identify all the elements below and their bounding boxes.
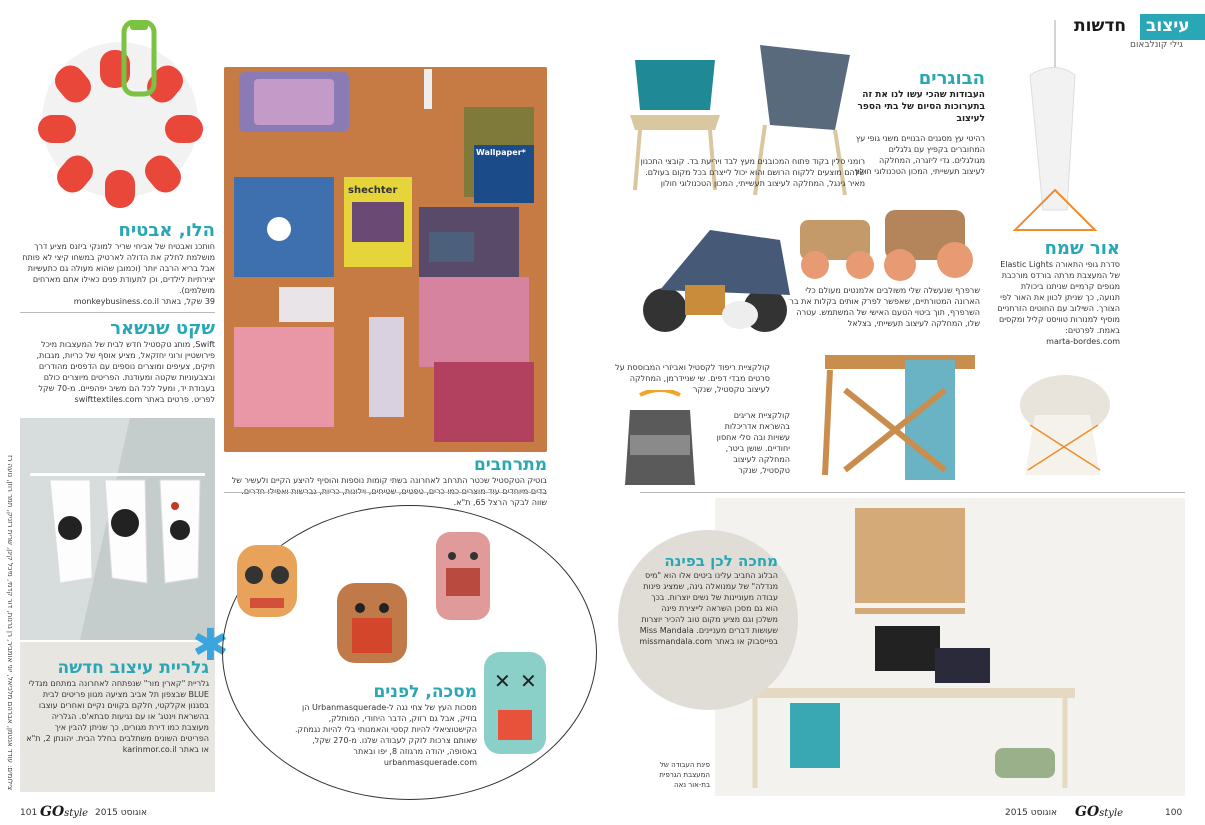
mask-striped	[332, 578, 412, 666]
mask-owl	[232, 540, 302, 620]
toys-caption: שרפרף שנעשלה שלי משולבים אלמנטים מעולם כלי הארונה המטורתיים, שאפשר לפרק אותים בקלות את בר השרפרף, תוך ביטוי הטעם האישי של המשתמש. עטרה שלו, המחלקה לעיצוב תעשייתי, בצלאל	[789, 286, 980, 328]
swift-section	[20, 318, 215, 405]
masks-text: מסכות העץ של צחי נגה ל-Urbanmasquerade הן בוזיק, אבל גם רזוק, הדבר היחודי, המותלק, הקישטוציאלי להיות קסטי והאמנותי בלי להיות נגמחק. שאותם צרכות לזקק לעבודה שלנו. מ-270 שקל, באסופה, יהודה מרגוזה 8, יפו ובאתר urbanmasquerade.com	[294, 703, 477, 767]
wooden-toys-photo	[790, 200, 980, 290]
masks-section	[287, 682, 477, 768]
stool-caption: קולקציית ריפוד לקסטיל ואביזרי המבוססת על סרטים מבדי דפים. שי שניידרמן, המחלקה לעיצוב טקסטיל, שנקר	[615, 363, 770, 394]
light-site: marta-bordes.com	[1046, 337, 1120, 346]
scooter-photo	[630, 200, 800, 345]
mitrachvim-section	[224, 455, 547, 508]
author-byline: גילי קונלבאום	[1130, 40, 1183, 50]
right-logo: GOstyle	[1075, 804, 1124, 820]
left-date: אוגוסט 2015	[95, 808, 148, 818]
watermelon-popsicles-photo	[20, 20, 215, 215]
mask-tall	[432, 528, 494, 623]
bags-caption: קולקציית אריגים בהשראת אדריכלות עשויות ובה סלי אחסון יחודיים. שושן ביטר, המחלקה לעיצוב טקסטיל, שנקר	[716, 411, 790, 475]
gallery-title: גלריית עיצוב חדשה	[57, 658, 209, 678]
watermelon-price: 39 שקל, באתר monkeybusiness.co.il	[73, 297, 215, 306]
swift-text: Swift, מותג טקסטיל חדש לבית של המעצבות מיכל פירושטיין ורוני יחזקאל, מציע אוסף של כריות, מגבות, תיקים, צעיפים ומוצרים נוספים עם הדפסים מהודרים ובצבעוניות שקטה ומעודנת. הפריטים מיוצרים כולם בעבודת יד, ומעל לכל הם משיב יפהפיים. מ-70 שקל לפריט. פרטים באתר swifttextiles.com	[36, 340, 215, 404]
divider	[20, 312, 215, 313]
desk-section	[638, 552, 778, 647]
svg-text:✕: ✕	[494, 669, 511, 693]
subsection-label: חדשות	[1074, 16, 1127, 36]
watermelon-title: הלו, אבטיח	[118, 220, 215, 241]
shechter-book-label: shechter	[348, 185, 398, 196]
mitrachvim-title: מתרחבים	[473, 455, 547, 475]
mask-x-eyes	[480, 648, 550, 758]
mitrachvim-text: בוטיק הטקסטיל שכטר התרחב לאחרונה בשתי קומות נוספות והוסיף להיצע הקיים ולעשיר של שווה לבקר הרצל 65, ת"א.	[231, 476, 547, 507]
pickups-subtitle: העבודות שהכי עשו לנו את זה בתערוכות הסיום של בתי הספר לעיצוב	[857, 90, 985, 124]
gallery-text: גלריית "קארין מור" שנפתחה לאחרונה במתחם מגדלי BLUE שבצפון תל אביב מציעה מגוון פריטים לבית בסגנון אקלקטי, חלקם בקווים נקיים ואחרים עוצבו בהשראת וינטג' או עם נגיעות סבתא'ס. הגלריה מעוצבת כמו דירת מגורים, כך שניתן להבין איך הפריטים השונים משתלבים בחלל הבית. יהונתן 2, ת"א או באתר karinmor.co.il	[26, 679, 209, 754]
divider	[640, 492, 1185, 493]
right-page-number: 100	[1165, 808, 1183, 818]
left-page-number: 101	[20, 808, 38, 818]
light-section	[995, 238, 1120, 348]
pickups-title: הבוגרים	[918, 68, 985, 89]
right-date: אוגוסט 2015	[1005, 808, 1058, 818]
asterisk-icon: ✱	[192, 620, 229, 671]
chairs-caption: רהיטי עץ מסגנים הבנויים משני גופי עץ המחוברים בקפיץ עם גלגלים מגולגלים. גדי ליזגרה, המחלקה לעיצוב תעשייתי, המכון הטכנולוגי חולון	[855, 134, 985, 176]
light-title: אור שמח	[1044, 238, 1120, 259]
svg-text:✕: ✕	[520, 669, 537, 693]
desk-text: הבלוג החביב עלינו ביטים אלו הוא "מיס מנדלה" של עמנואלה גינה, שמציג פינות עבודה מעוניינות של נשים יוצרות. בכך הוא גם מסכן השראה לייצירת פינה משלכן וגם מציע מקום טוב להכיר יוצרות שעושות דברים מעניינים. Miss Mandala בפייסבוק או באתר missmandala.com	[639, 571, 778, 646]
wallpaper-mag-label: Wallpaper*	[476, 148, 526, 157]
workspace-caption: פינת העבודה של המעצבת הגרפית בת-אור נאה	[659, 761, 710, 789]
left-logo: GOstyle	[40, 804, 89, 820]
shechter-textiles-photo	[224, 67, 547, 452]
watermelon-section	[20, 220, 215, 308]
table-lamp-photo	[1010, 350, 1120, 480]
masks-title: מסכה, לפנים	[373, 682, 477, 702]
section-label: עיצוב	[1146, 16, 1190, 36]
scooter-caption: רומני סלין בקוד פתוח המכובנים מעץ לבד ויריעת בד. קובצי התכנון שלהם מוצעים ללקוח הרושם והוא יכול לייצרם בכל מקום בעולם. מאיר גינגל, המחלקה לעיצוב תעשייתי, המכון הטכנולוגי חולון	[640, 157, 865, 188]
pickups-section	[855, 68, 985, 177]
watermelon-text: חותכנ ואבטיח של אביחי שריר למונקי ביזנס מציע דרך מושלמת לחלק את הדולה לארטיק במשחו קיצי לא פותח אבל בריא הרבה יותר (וכמובן שהוא מעולה גם כתעשיות יצירתיות לילדים, וכן לתעודת פנים כאילו אתם מארחים מושלמים).	[22, 242, 215, 295]
swift-title: שקט שנשאר	[110, 318, 215, 339]
woven-stool-photo	[815, 340, 975, 485]
desk-title: מחכה לכן בפינה	[664, 552, 778, 570]
divider	[224, 492, 547, 493]
woven-bags-photo	[620, 390, 700, 490]
photo-credits-sideline: צילומים: עודד אנטמן, אברהם מלכיאל, יוני אומביר, רן גרנות, דור קדמי, מיכל קינן, שרית רזניק, תמר רוזן, נועה רז	[6, 454, 14, 790]
gallery-section	[26, 658, 209, 755]
light-text: סדרת גופי התאורה Elastic Lights של המעצבת מרתה בורדס מורכבת מגופים קרמיים שניתנו ביכולת תנועה, כך שניתן לכוון את האור לפי הצורך. השילוב עם החוטים הזרחניים מוסיף למנורות טוויסט קליל ומקסים באמת. לפרטים:	[997, 260, 1120, 335]
pendant-lamp-photo	[995, 20, 1105, 240]
towels-photo	[20, 418, 215, 640]
